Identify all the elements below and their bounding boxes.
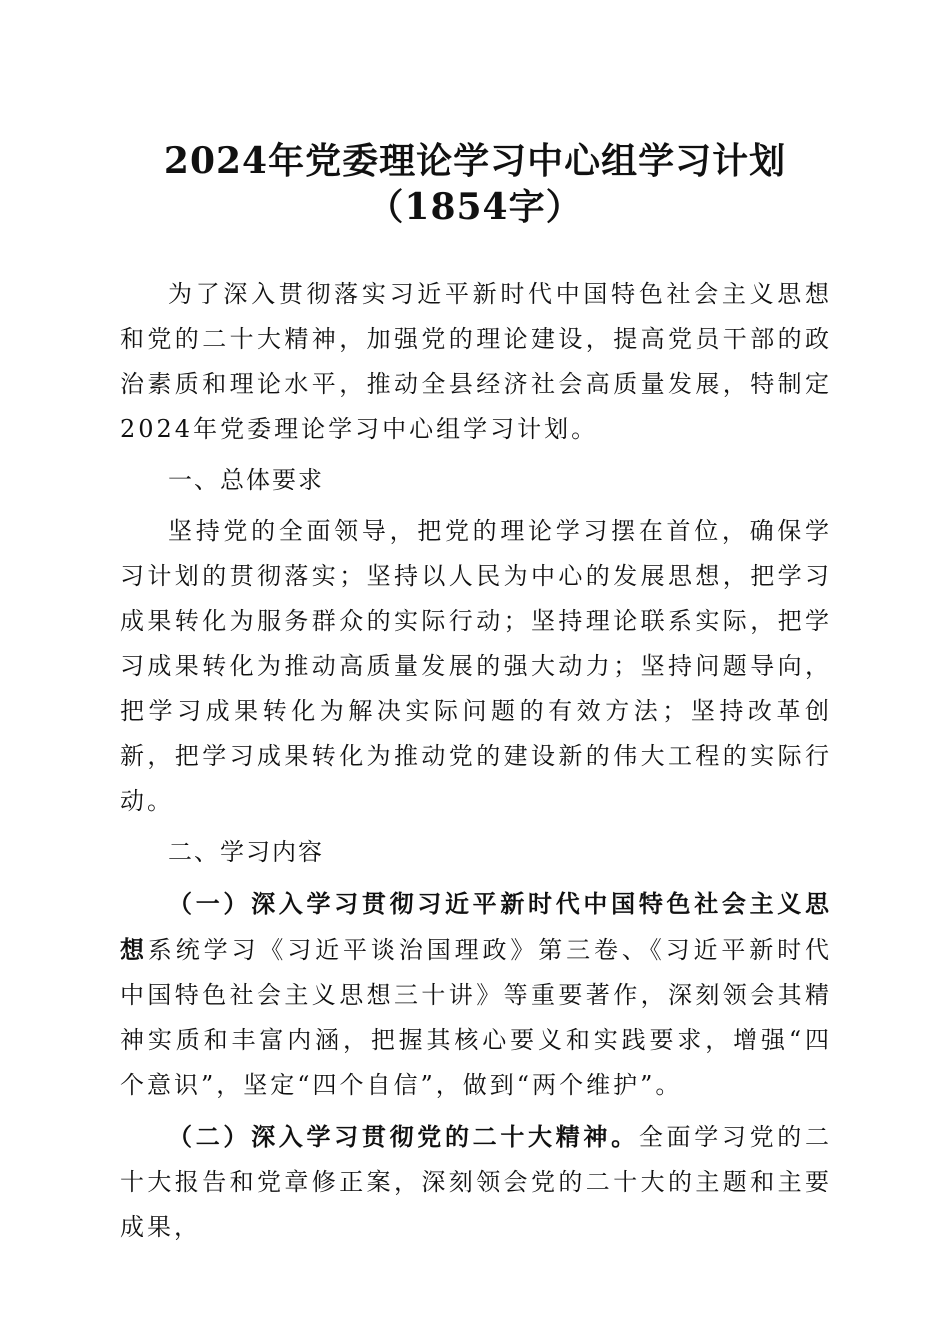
item-1-lead: （一）深入学习贯彻习近平新时代中国特色社会主义思想 — [120, 889, 832, 964]
document-body — [120, 272, 832, 1256]
study-content-item-2 — [120, 1114, 832, 1250]
item-2-text: 全面学习党的二十大报告和党章修正案，深刻领会党的二十大的主题和主要成果， — [120, 1123, 833, 1241]
intro-paragraph: 为了深入贯彻落实习近平新时代中国特色社会主义思想和党的二十大精神，加强党的理论建设，提高党员干部的政治素质和理论水平，推动全县经济社会高质量发展，特制定2024年党委理论学习中心组学习计划。 — [120, 280, 832, 443]
general-requirements-paragraph: 坚持党的全面领导，把党的理论学习摆在首位，确保学习计划的贯彻落实；坚持以人民为中心的发展思想，把学习成果转化为服务群众的实际行动；坚持理论联系实际，把学习成果转化为推动高质量发展的强大动力；坚持问题导向，把学习成果转化为解决实际问题的有效方法；坚持改革创新，把学习成果转化为推动党的建设新的伟大工程的实际行动。 — [120, 517, 832, 815]
document-title: 2024年党委理论学习中心组学习计划（1854字） — [163, 140, 787, 228]
study-content-item-1 — [120, 881, 832, 1108]
section-heading-study-content: 二、学习内容 — [168, 838, 324, 866]
item-1-text: 系统学习《习近平谈治国理政》第三卷、《习近平新时代中国特色社会主义思想三十讲》等重要著作，深刻领会其精神实质和丰富内涵，把握其核心要义和实践要求，增强“四个意识”，坚定“四个自信”，做到“两个维护”。 — [120, 936, 833, 1099]
item-2-lead: （二）深入学习贯彻党的二十大精神。 — [168, 1122, 639, 1151]
section-heading-general-requirements: 一、总体要求 — [168, 466, 324, 494]
